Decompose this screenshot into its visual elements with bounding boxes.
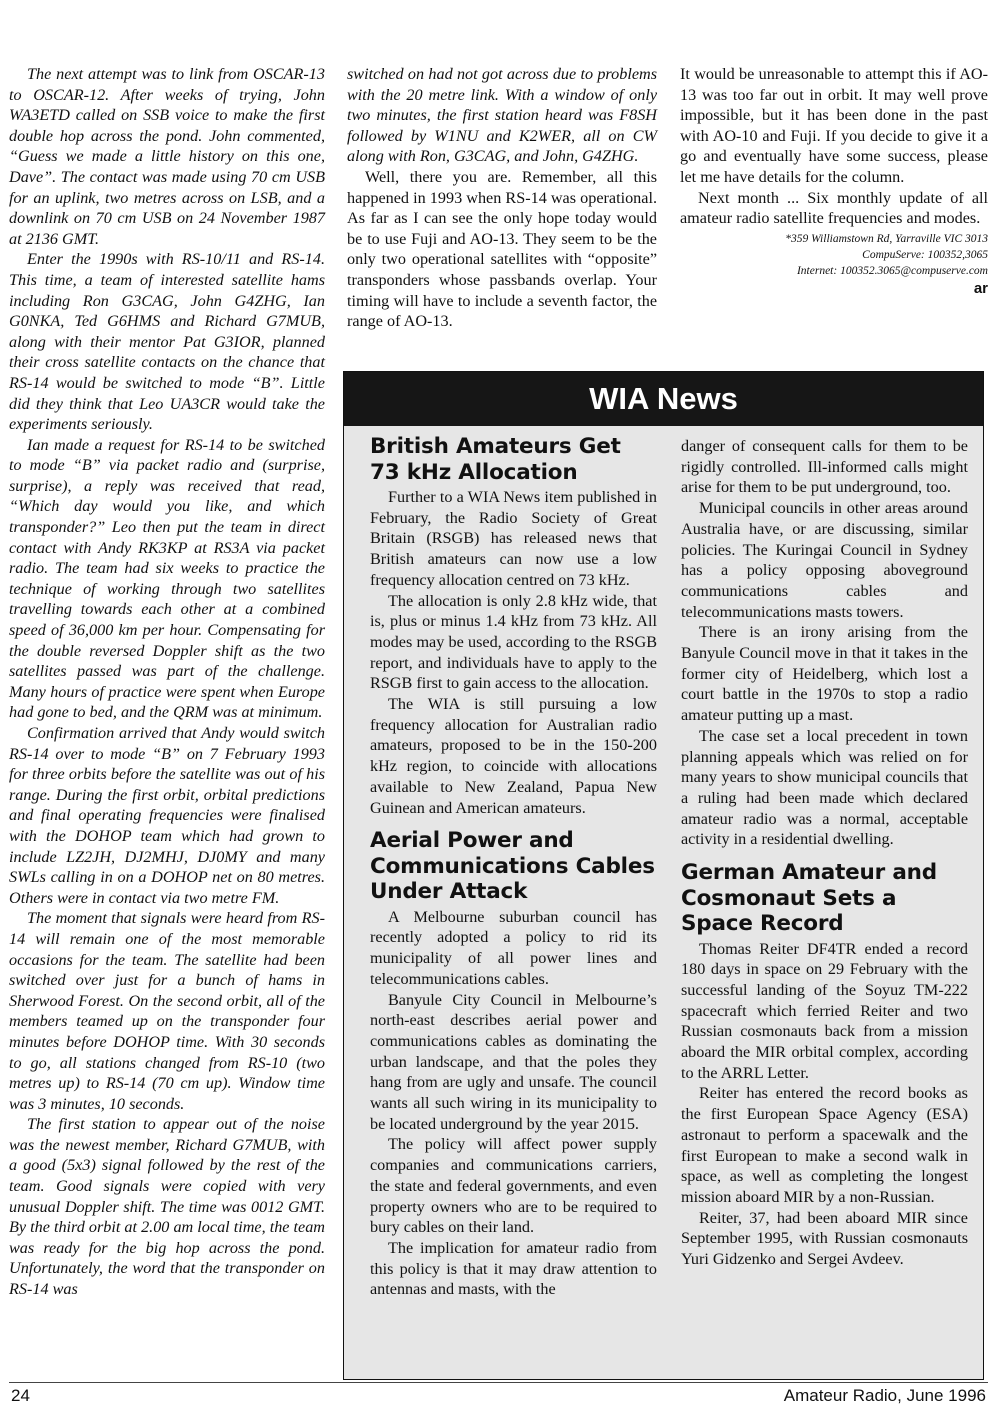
body-paragraph: Municipal councils in other areas around Australia have, or are discussing, similar policies. The Kuringai Council in Sydney has a policy opposing aboveground communications cables and telecommunications masts towers. — [681, 499, 968, 621]
news-column-right — [681, 436, 968, 1270]
body-paragraph: Banyule City Council in Melbourne’s north-east describes aerial power and communications cables as dominating the urban landscape, and that the poles they hang from are ugly and unsafe. The council wants all such wiring in its municipality to be located underground by the year 2015. — [370, 990, 657, 1133]
article-end-mark: ar — [973, 279, 988, 297]
author-compuserve: CompuServe: 100352,3065 — [862, 248, 988, 261]
article-heading: Aerial Power and Communications Cables Under Attack — [370, 828, 655, 905]
footer-rule — [9, 1382, 988, 1383]
body-paragraph: The first station to appear out of the noise was the newest member, Richard G7MUB, with a good (5x3) signal followed by the rest of the team. Good signals were copied with very unusual Doppler shift. The time was 0012 GMT. By the third orbit at 2.00 am local time, the team was ready for the big hop across the pond. Unfortunately, the word that the transponder on RS-14 was — [9, 1115, 325, 1299]
body-paragraph: The allocation is only 2.8 kHz wide, that is, plus or minus 1.4 kHz from 73 kHz. All modes may be used, according to the RSGB report, and individuals have to apply to the RSGB first to gain access to the allocation. — [370, 591, 657, 693]
body-paragraph: There is an irony arising from the Banyule Council move in that it takes in the former city of Heidelberg, which lost a court battle in the 1970s to stop a radio amateur putting up a mast. — [681, 623, 968, 725]
author-address: *359 Williamstown Rd, Yarraville VIC 3013 — [785, 232, 988, 245]
article-heading: German Amateur and Cosmonaut Sets a Space Record — [681, 860, 937, 937]
body-paragraph: Reiter has entered the record books as the first European Space Agency (ESA) astronaut to perform a spacewalk and the first European to make a second walk in space, as well as completing the longest mission aboard MIR by a non-Russian. — [681, 1084, 968, 1206]
wia-news-box — [343, 371, 984, 1380]
body-paragraph: Reiter, 37, had been aboard MIR since September 1995, with Russian cosmonauts Yuri Gidzenko and Sergei Avdeev. — [681, 1208, 968, 1269]
body-paragraph: The case set a local precedent in town planning appeals which was relied on for many years to show municipal councils that a ruling had been made which declared amateur radio was a normal, acceptable activity in a residential dwelling. — [681, 726, 968, 849]
page-number: 24 — [11, 1386, 30, 1405]
body-paragraph: Enter the 1990s with RS-10/11 and RS-14. This time, a team of interested satellite hams including Ron G3CAG, John G4ZHG, Ian G0NKA, Ted G6HMS and Richard G7MUB, along with their mentor Pat G3IOR, planned their cross satellite contacts on the chance that RS-14 would be switched to mode “B”. Little did they think that Leo UA3CR would take the experiments seriously. — [9, 250, 325, 434]
body-paragraph: Next month ... Six monthly update of all amateur radio satellite frequencies and modes. — [680, 188, 988, 228]
satellite-column-right — [680, 64, 988, 298]
author-internet: Internet: 100352.3065@compuserve.com — [796, 264, 988, 277]
body-paragraph: The moment that signals were heard from RS-14 will remain one of the most memorable occasions for the team. The satellite had been switched over just for a bunch of hams in Sherwood Forest. On the second orbit, all of the members teamed up on the transponder four minutes before DOHOP time. With 30 seconds to go, all stations changed from RS-10 (two metres up) to RS-14 (70 cm up). Window time was 3 minutes, 10 seconds. — [9, 909, 325, 1113]
body-paragraph: Further to a WIA News item published in February, the Radio Society of Great Britain (RSGB) has released news that British amateurs can now use a low frequency allocation centred on 73 kHz. — [370, 488, 657, 589]
wia-news-title: WIA News — [344, 372, 983, 426]
article-heading: British Amateurs Get 73 kHz Allocation — [370, 434, 621, 485]
news-column-left — [370, 434, 657, 1300]
body-paragraph: The policy will affect power supply companies and communications carriers, the state and federal governments, and even property owners who are to be required to bury cables on their land. — [370, 1135, 657, 1237]
body-paragraph: The WIA is still pursuing a low frequency allocation for Australian radio amateurs, proposed to be in the 150-200 kHz region, to coincide with allocations available to New Zealand, Papua New Guinean and American amateurs. — [370, 695, 657, 817]
body-paragraph: Well, there you are. Remember, all this happened in 1993 when RS-14 was operational. As far as I can see the only hope today would be to use Fuji and AO-13. They seem to be the only two operational satellites with “opposite” transponders whose passbands overlap. Your timing will have to include a seventh factor, the range of AO-13. — [347, 167, 657, 331]
body-paragraph: The next attempt was to link from OSCAR-13 to OSCAR-12. After weeks of trying, John WA3ETD called on SSB voice to make the first double hop across the pond. John commented, “Guess we made a little history on this one, Dave”. The contact was made using 70 cm USB for an uplink, two metres across on LSB, and a downlink on 70 cm USB on 24 November 1987 at 2136 GMT. — [9, 65, 325, 248]
body-paragraph: The implication for amateur radio from this policy is that it may draw attention to antennas and masts, with the — [370, 1239, 657, 1299]
satellite-column-left — [9, 64, 325, 1300]
publication-footer: Amateur Radio, June 1996 — [783, 1386, 986, 1405]
body-paragraph: Confirmation arrived that Andy would switch RS-14 over to mode “B” on 7 February 1993 for three orbits before the satellite was out of his range. During the first orbit, orbital predictions and final operating frequencies were finalised with the DOHOP team which had grown to include LZ2JH, DJ2MHJ, DJ0MY and many SWLs calling in on a DOHOP net on 80 metres. Others were in contact via two metre FM. — [9, 724, 325, 907]
body-paragraph: Ian made a request for RS-14 to be switched to mode “B” via packet radio and (surprise, surprise), a reply was received that read, “Which day would you like, and which transponder?” Leo then put the team in direct contact with Andy RK3KP at RS3A via packet radio. The team had six weeks to practice the technique of working through two satellites travelling towards each other at a combined speed of 36,000 km per hour. Compensating for the double reversed Doppler shift as the two satellites passed was part of the challenge. Many hours of practice were spent when Europe had gone to bed, and the QRM was at minimum. — [9, 435, 325, 722]
body-paragraph: danger of consequent calls for them to be rigidly controlled. Ill-informed calls might arise for them to be put underground, too. — [681, 437, 968, 497]
body-paragraph: It would be unreasonable to attempt this if AO-13 was too far out in orbit. It may well prove impossible, but it has been done in the past with AO-10 and Fuji. If you decide to give it a go and eventually have some success, please let me have details for the column. — [680, 65, 988, 186]
body-paragraph: switched on had not got across due to problems with the 20 metre link. With a window of only two minutes, the first station heard was F8SH followed by W1NU and K2WER, all on CW along with Ron, G3CAG, and John, G4ZHG. — [347, 65, 657, 166]
body-paragraph: Thomas Reiter DF4TR ended a record 180 days in space on 29 February with the successful landing of the Soyuz TM-222 spacecraft which ferried Reiter and two Russian cosmonauts back from a mission aboard the MIR orbital complex, according to the ARRL Letter. — [681, 939, 968, 1082]
satellite-column-middle — [347, 64, 657, 332]
body-paragraph: A Melbourne suburban council has recently adopted a policy to rid its municipality of all power lines and telecommunications cables. — [370, 907, 657, 988]
